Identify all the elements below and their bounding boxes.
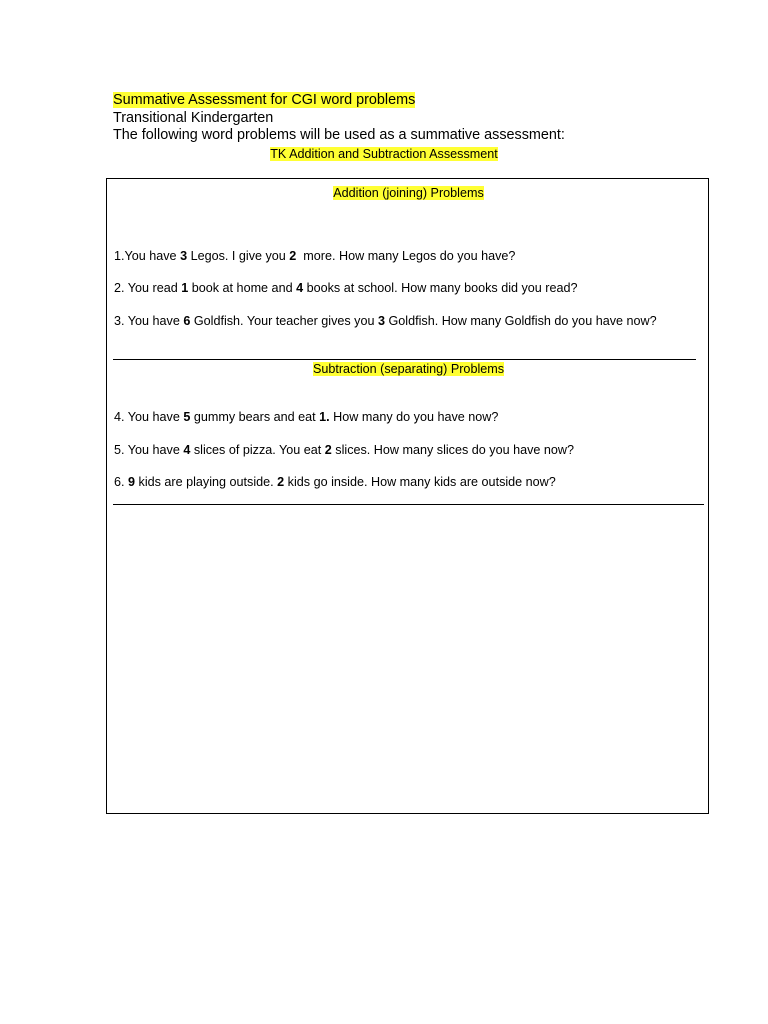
problem-5-number-2: 2 <box>324 443 332 457</box>
addition-section-title <box>107 185 710 201</box>
problem-3 <box>114 313 689 329</box>
problem-3-text-c: Goldfish. How many Goldfish do you have now? <box>385 314 657 328</box>
problem-6-text-c: kids go inside. How many kids are outside now? <box>284 475 556 489</box>
problem-5-number-1: 4 <box>183 443 191 457</box>
problem-2-text-c: books at school. How many books did you read? <box>303 281 578 295</box>
end-divider <box>113 504 704 505</box>
problem-4-text-b: gummy bears and eat <box>190 410 320 424</box>
problem-3-text-a: 3. You have <box>114 314 184 328</box>
document-title: Summative Assessment for CGI word problems <box>113 92 416 108</box>
problem-5 <box>114 442 694 458</box>
subtraction-title: Subtraction (separating) Problems <box>312 362 505 376</box>
grade-level: Transitional Kindergarten <box>113 109 274 126</box>
intro-text: The following word problems will be used as a summative assessment: <box>113 127 565 143</box>
problem-6-number-1: 9 <box>128 475 136 489</box>
problem-4-number-2: 1. <box>319 410 330 424</box>
problem-1-number-1: 3 <box>180 249 188 263</box>
problem-6-text-a: 6. <box>114 475 129 489</box>
problem-1-text-b: Legos. I give you <box>187 249 290 263</box>
addition-title: Addition (joining) Problems <box>333 186 484 200</box>
problem-2-text-b: book at home and <box>188 281 297 295</box>
problem-4 <box>114 409 694 425</box>
problem-3-text-b: Goldfish. Your teacher gives you <box>190 314 378 328</box>
problem-4-text-a: 4. You have <box>114 410 184 424</box>
section-divider <box>113 359 696 360</box>
assessment-name-line <box>0 146 768 162</box>
problem-4-text-c: How many do you have now? <box>329 410 499 424</box>
problem-5-text-b: slices of pizza. You eat <box>190 443 325 457</box>
problem-5-text-a: 5. You have <box>114 443 184 457</box>
document-header <box>113 92 565 145</box>
problem-1-text-c: more. How many Legos do you have? <box>296 249 516 263</box>
problem-2-number-2: 4 <box>296 281 304 295</box>
problem-5-text-c: slices. How many slices do you have now? <box>331 443 574 457</box>
problem-1-text-a: 1.You have <box>114 249 181 263</box>
problem-6 <box>114 474 694 490</box>
problem-3-number-1: 6 <box>183 314 191 328</box>
problem-4-number-1: 5 <box>183 410 191 424</box>
problem-6-text-b: kids are playing outside. <box>135 475 278 489</box>
problem-2-number-1: 1 <box>181 281 189 295</box>
assessment-box <box>106 178 709 814</box>
problem-1-number-2: 2 <box>289 249 297 263</box>
problem-2 <box>114 280 694 296</box>
problem-3-number-2: 3 <box>377 314 385 328</box>
subtraction-section-title <box>107 361 710 377</box>
assessment-name: TK Addition and Subtraction Assessment <box>270 147 498 161</box>
problem-6-number-2: 2 <box>277 475 285 489</box>
problem-1 <box>114 248 694 264</box>
problem-2-text-a: 2. You read <box>114 281 182 295</box>
